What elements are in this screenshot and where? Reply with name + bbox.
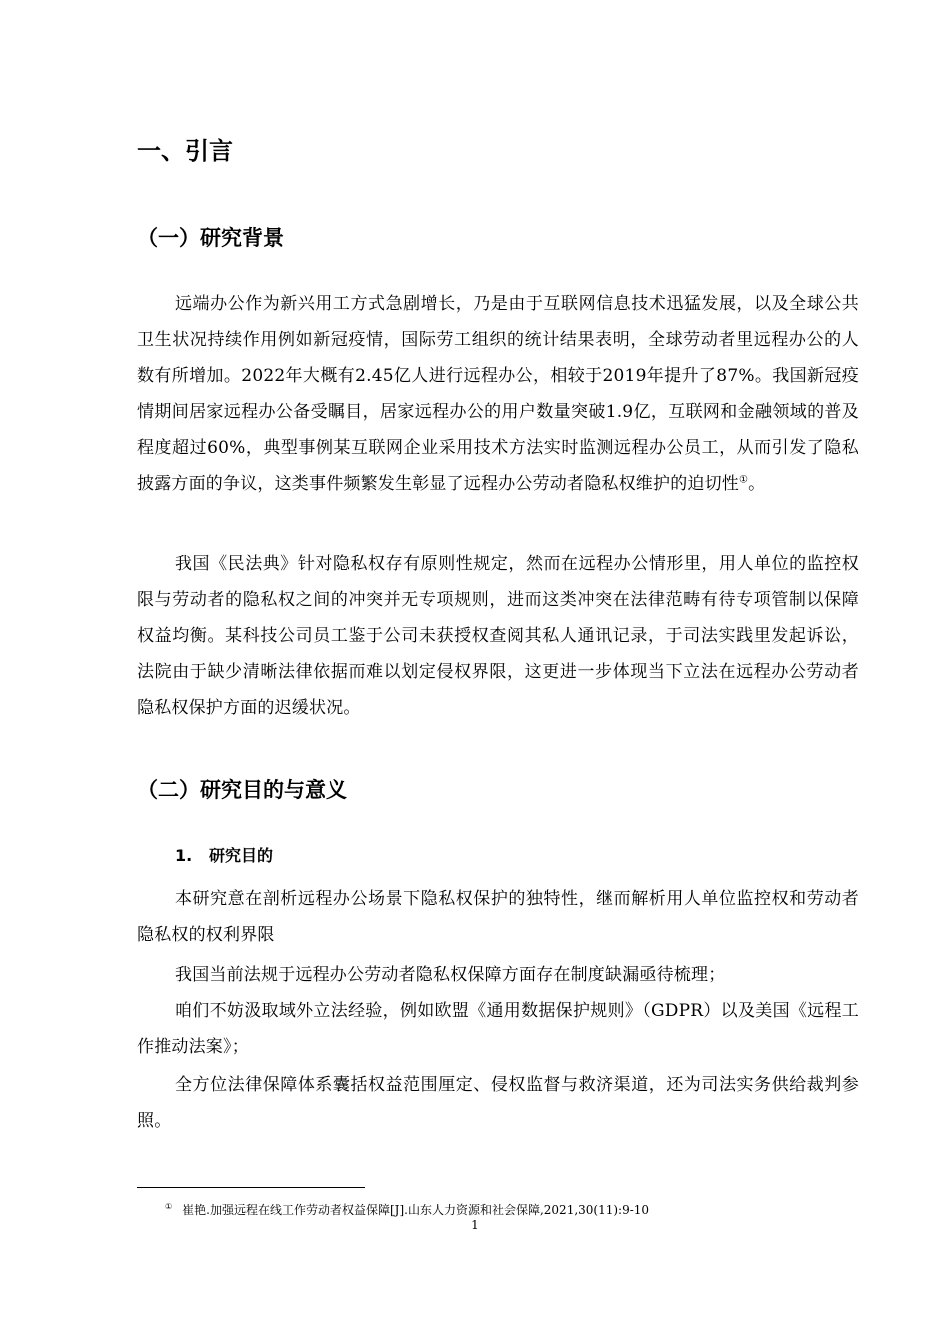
paragraph-background-1 — [137, 286, 859, 502]
paragraph-background-2: 我国《民法典》针对隐私权存有原则性规定，然而在远程办公情形里，用人单位的监控权限与劳动者的隐私权之间的冲突并无专项规则，进而这类冲突在法律范畴有待专项管制以保障权益均衡。某科技公司员工鉴于公司未获授权查阅其私人通讯记录，于司法实践里发起诉讼，法院由于缺少清晰法律依据而难以划定侵权界限，这更进一步体现当下立法在远程办公劳动者隐私权保护方面的迟缓状况。 — [137, 554, 859, 718]
footnote-separator — [137, 1187, 365, 1188]
footnote-text: 崔艳.加强远程在线工作劳动者权益保障[J].山东人力资源和社会保障,2021,30(11):9-10 — [182, 1203, 650, 1217]
footnote-reference[interactable]: ① — [739, 474, 749, 486]
subsection-heading — [175, 844, 273, 868]
chapter-heading: 一、引言 — [137, 137, 233, 165]
subsection-title: 研究目的 — [209, 846, 274, 865]
section-heading-purpose: （二）研究目的与意义 — [137, 778, 347, 802]
paragraph-purpose-1: 本研究意在剖析远程办公场景下隐私权保护的独特性，继而解析用人单位监控权和劳动者隐私权的权利界限 — [137, 889, 859, 945]
paragraph-purpose-3: 咱们不妨汲取域外立法经验，例如欧盟《通用数据保护规则》（GDPR）以及美国《远程工作推动法案》； — [137, 1001, 859, 1057]
footnote-mark: ① — [165, 1202, 173, 1211]
page-number: 1 — [471, 1218, 479, 1232]
paragraph-purpose-4: 全方位法律保障体系囊括权益范围厘定、侵权监督与救济渠道，还为司法实务供给裁判参照。 — [137, 1075, 859, 1131]
paragraph-text: 远端办公作为新兴用工方式急剧增长，乃是由于互联网信息技术迅猛发展，以及全球公共卫生状况持续作用例如新冠疫情，国际劳工组织的统计结果表明，全球劳动者里远程办公的人数有所增加。2022年大概有2.45亿人进行远程办公，相较于2019年提升了87%。我国新冠疫情期间居家远程办公备受瞩目，居家远程办公的用户数量突破1.9亿，互联网和金融领域的普及程度超过60%，典型事例某互联网企业采用技术方法实时监测远程办公员工，从而引发了隐私披露方面的争议，这类事件频繁发生彰显了远程办公劳动者隐私权维护的迫切性 — [137, 294, 859, 494]
paragraph-end-punct: 。 — [748, 474, 766, 494]
section-heading-background: （一）研究背景 — [137, 226, 284, 250]
subsection-number: 1. — [175, 846, 193, 865]
paragraph-purpose-2: 我国当前法规于远程办公劳动者隐私权保障方面存在制度缺漏亟待梳理； — [175, 965, 726, 985]
